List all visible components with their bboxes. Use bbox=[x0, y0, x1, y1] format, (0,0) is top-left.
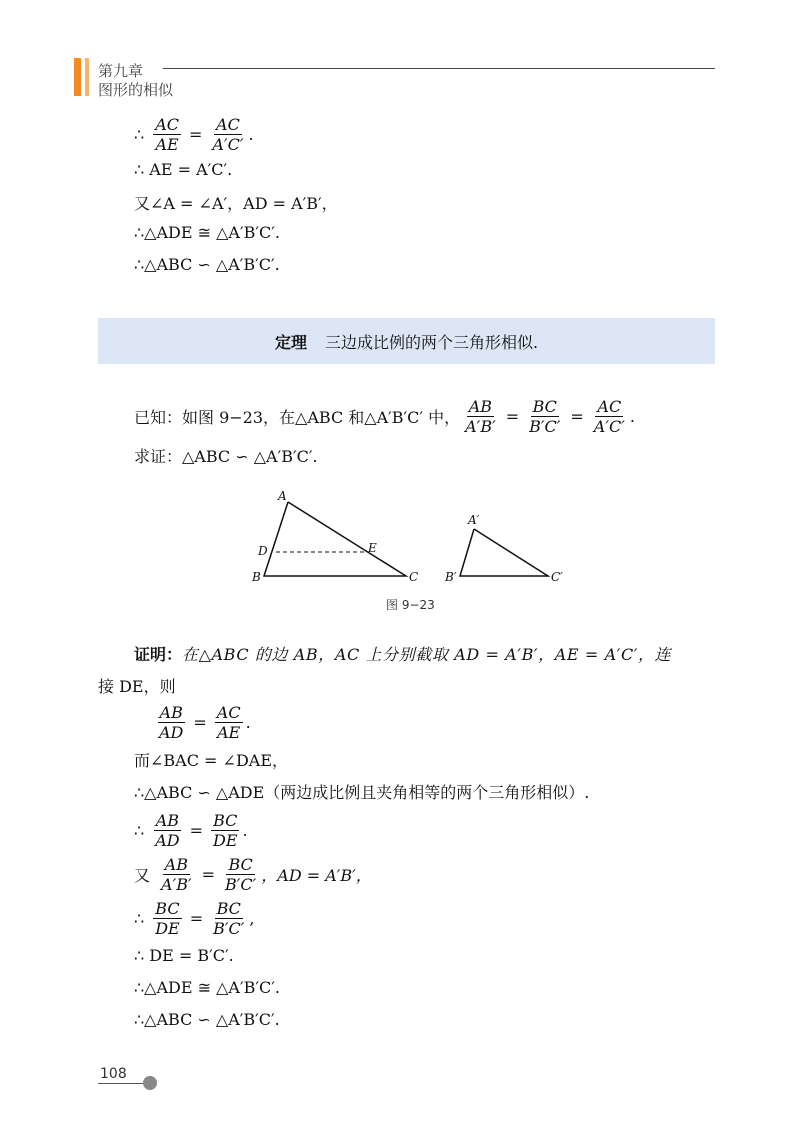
proof-line: 接 DE，则 bbox=[98, 677, 176, 696]
proof-line: ∴△ADE ≅ △A′B′C′. bbox=[134, 223, 280, 242]
chapter-title: 第九章 bbox=[98, 62, 144, 80]
proof-line: ∴△ABC ∽ △ADE（两边成比例且夹角相等的两个三角形相似）. bbox=[134, 783, 590, 802]
theorem-label: 定理 bbox=[274, 332, 307, 352]
chapter-accent-bar bbox=[74, 58, 81, 96]
triangle-abc bbox=[264, 502, 406, 576]
proof-line: ∴△ABC ∽ △A′B′C′. bbox=[134, 1010, 280, 1029]
figure-caption: 图 9−23 bbox=[386, 598, 435, 612]
fraction: $\frac{BC}{DE}$ bbox=[212, 811, 238, 850]
proof-intro-line: 证明： 在△ABC 的边 AB，AC 上分别截取 AD = A′B′，AE = A′C′，连 bbox=[134, 642, 671, 665]
page-marker-dot bbox=[143, 1076, 157, 1090]
proof-ratio-line: $\frac{AB}{AD}$ = $\frac{AC}{AE}$ . bbox=[159, 703, 251, 742]
proof-ratio-line: 又 $\frac{AB}{A'B'}$ = $\frac{BC}{B'C'}$ ，AD = A′B′， bbox=[134, 855, 372, 894]
proof-line: ∴△ABC ∽ △A′B′C′. bbox=[134, 255, 280, 274]
label-b-prime: B′ bbox=[445, 570, 457, 584]
figure-triangles bbox=[240, 480, 580, 595]
label-a-prime: A′ bbox=[468, 513, 480, 527]
theorem-text: 三边成比例的两个三角形相似. bbox=[324, 332, 539, 352]
chapter-accent-bar-light bbox=[85, 58, 89, 96]
page-number-rule bbox=[98, 1083, 146, 1084]
given-line: 已知：如图 9−23，在△ABC 和△A′B′C′ 中， $\frac{AB}{A'B'}$ = $\frac{BC}{B'C'}$ = $\frac{AC}{A'C'}$ . bbox=[134, 397, 635, 436]
proof-line: ∴△ADE ≅ △A′B′C′. bbox=[134, 978, 280, 997]
fraction: $\frac{AC}{A'C'}$ bbox=[212, 115, 244, 154]
label-e: E bbox=[368, 541, 377, 555]
header-rule bbox=[163, 68, 715, 69]
fraction: $\frac{AB}{A'B'}$ bbox=[161, 855, 192, 894]
fraction: $\frac{BC}{B'C'}$ bbox=[529, 397, 561, 436]
prove-line: 求证：△ABC ∽ △A′B′C′. bbox=[134, 447, 318, 466]
proof-line: ∴ AE = A′C′. bbox=[134, 160, 233, 179]
proof-ratio-line: ∴ $\frac{AB}{AD}$ = $\frac{BC}{DE}$ . bbox=[134, 811, 248, 850]
page-number: 108 bbox=[100, 1066, 127, 1082]
triangle-a2b2c2 bbox=[460, 529, 548, 576]
fraction: $\frac{BC}{DE}$ bbox=[155, 899, 180, 938]
proof-line-ratio: ∴ $\frac{AC}{AE}$ = $\frac{AC}{A'C'}$ . bbox=[134, 115, 254, 154]
proof-line: 而∠BAC = ∠DAE， bbox=[134, 751, 289, 770]
fraction: $\frac{AC}{AE}$ bbox=[216, 703, 241, 742]
fraction: $\frac{AC}{A'C'}$ bbox=[593, 397, 625, 436]
label-d: D bbox=[258, 544, 268, 558]
fraction: $\frac{BC}{B'C'}$ bbox=[213, 899, 245, 938]
fraction: $\frac{AB}{A'B'}$ bbox=[465, 397, 496, 436]
fraction: $\frac{AB}{AD}$ bbox=[159, 703, 184, 742]
label-c: C bbox=[409, 570, 419, 584]
fraction: $\frac{AB}{AD}$ bbox=[155, 811, 180, 850]
label-b: B bbox=[252, 570, 261, 584]
fraction: $\frac{BC}{B'C'}$ bbox=[225, 855, 257, 894]
fraction: $\frac{AC}{AE}$ bbox=[155, 115, 179, 154]
proof-line: ∴ DE = B′C′. bbox=[134, 946, 234, 965]
proof-ratio-line: ∴ $\frac{BC}{DE}$ = $\frac{BC}{B'C'}$ , bbox=[134, 899, 255, 938]
proof-line: 又∠A = ∠A′，AD = A′B′， bbox=[134, 194, 338, 213]
theorem-box bbox=[98, 318, 715, 364]
proof-heading: 证明： bbox=[134, 645, 183, 664]
chapter-subtitle: 图形的相似 bbox=[98, 81, 174, 99]
label-c-prime: C′ bbox=[551, 570, 563, 584]
label-a: A bbox=[278, 489, 287, 503]
